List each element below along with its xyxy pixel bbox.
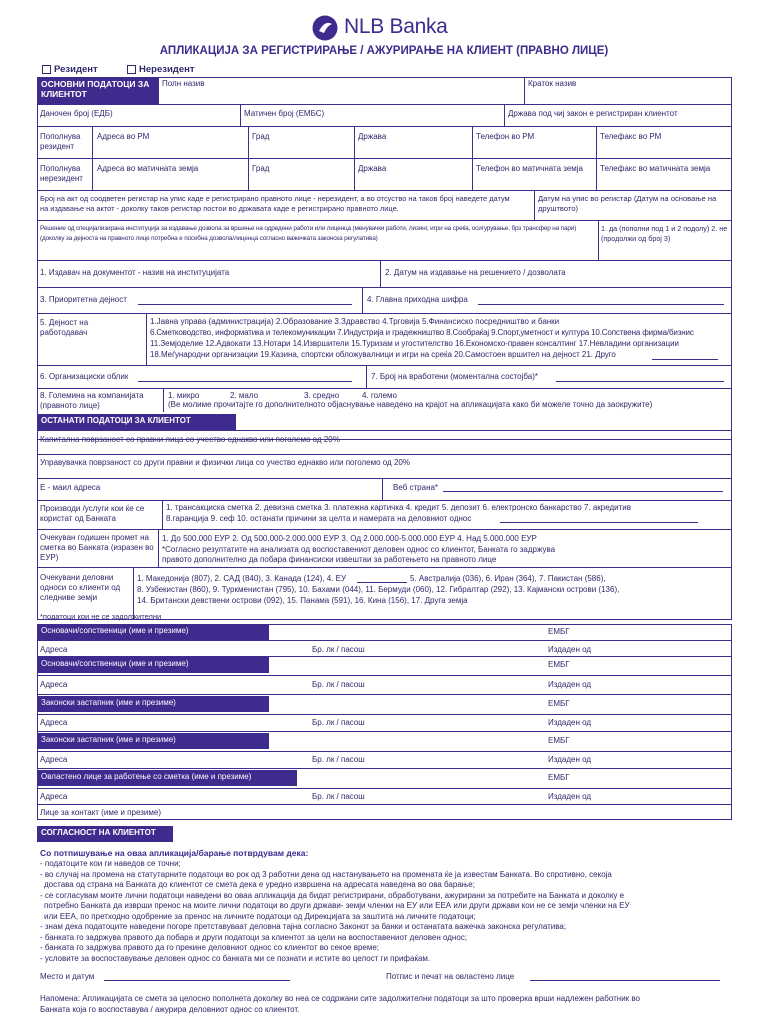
nonresident-fill-label: Пополнува нерезидент [40, 164, 83, 183]
resident-phone-label: Телефон во РМ [476, 132, 535, 141]
issuer-label: 1. Издавач на документот - назив на институцијата [40, 268, 230, 277]
legal-rep-1-issued: Издаден од [548, 718, 592, 727]
issue-date-label: 2. Датум на издавање на решението / дозволата [385, 268, 566, 277]
founder-2-address: Адреса [40, 680, 68, 689]
legal-rep-1-address: Адреса [40, 718, 68, 727]
legal-rep-1-id: Бр. лк / пасош [312, 718, 365, 727]
authorized-person-bar: Овластено лице за работење со сметка (име и презиме) [37, 770, 297, 786]
legal-rep-2-embg: ЕМБГ [548, 736, 570, 745]
place-date-label: Место и датум [40, 972, 95, 981]
law-country-label: Држава под чиј закон е регистриран клиентот [508, 109, 678, 118]
contact-person-label: Лице за контакт (име и презиме) [40, 808, 161, 817]
nonresident-country-label: Држава [358, 164, 387, 173]
resident-city-label: Град [252, 132, 270, 141]
signature-label: Потпис и печат на овластено лице [386, 972, 515, 981]
resident-label: Резидент [54, 64, 98, 75]
employer-options-4: 18.Меѓународни организации 19.Казина, спортски обложувалници и игри на среќа 20.Самостоен вршител на дејност 21. Друго [150, 350, 616, 359]
consent-item: - условите за воспоставување деловен однос со банката ми се познати и истите во целост ги прифаќам. [40, 953, 431, 963]
relations-options-2: 8. Узбекистан (860), 9. Туркменистан (795), 10. Бахами (044), 11. Бермуди (060), 12. Гибралтар (292), 13. Кајмански острови (136), [137, 585, 620, 594]
other-data-header: ОСТАНАТИ ПОДАТОЦИ ЗА КЛИЕНТОТ [37, 414, 236, 430]
consent-item: - банката го задржува правото да го прекине деловниот однос со клиентот во секое време; [40, 943, 380, 952]
note-line-1: Напомена: Апликацијата се смета за целосно пополнета доколку во неа се содржани сите задолжителни податоци за што проверка врши надлежен работник во [40, 994, 640, 1003]
signature-line[interactable] [530, 980, 720, 981]
nonresident-label: Нерезидент [139, 64, 195, 75]
relations-options-1: 1. Македонија (807), 2. САД (840), 3. Канада (124), 4. ЕУ [137, 574, 347, 583]
authorized-address: Адреса [40, 792, 68, 801]
founder-2-embg: ЕМБГ [548, 660, 570, 669]
nonresident-phone-label: Телефон во матичната земја [476, 164, 584, 173]
founder-2-issued: Издаден од [548, 680, 592, 689]
consent-item: - во случај на промена на статутарните податоци во рок од 3 работни дена од настанувањето на промената ќе ја известам Банката. Во спротивно, секоја [40, 869, 612, 879]
founder-1-id: Бр. лк / пасош [312, 645, 365, 654]
size-micro[interactable]: 1. микро [168, 391, 200, 400]
products-options-2: 8.гаранција 9. сеф 10. останати причини за целта и намерата на деловниот однос [166, 514, 472, 523]
nonresident-address-label: Адреса во матичната земја [97, 164, 199, 173]
employer-options-2: 6.Сметководство, информатика и телекомуникации 7.Индустрија и градежништво 8.Сообраќај 9.Спорт,уметност и култура 10.Сопствена фирма/бизнис [150, 328, 694, 337]
size-small[interactable]: 2. мало [230, 391, 259, 400]
founder-1-bar: Основачи/сопственици (име и презиме) [37, 624, 269, 640]
legal-rep-2-bar: Законски застапник (име и презиме) [37, 733, 269, 749]
consent-item: - се согласувам моите лични податоци наведени во оваа апликација да бидат регистрирани, обработувани, ажурирани за потребите на Банката и доколку е [40, 890, 625, 900]
management-link-label: Управувачка поврзаност со други правни и физички лица со учество еднакво или поголемо од 20% [40, 458, 410, 467]
short-name-label: Краток назив [528, 79, 577, 88]
nonresident-city-label: Град [252, 164, 270, 173]
legal-rep-2-id: Бр. лк / пасош [312, 755, 365, 764]
consent-item: - знам дека податоците наведени погоре претставуваат деловна тајна согласно Законот за банки и останатата важечка законска регулатива; [40, 922, 567, 931]
employer-activity-label: 5. Дејност на работодавач [40, 318, 89, 337]
relations-label: Очекувани деловни односи со клиенти од следниве земји [40, 573, 121, 602]
resident-country-label: Држава [358, 132, 387, 141]
founder-2-id: Бр. лк / пасош [312, 680, 365, 689]
turnover-label: Очекуван годишен промет на сметка во Банката (изразен во ЕУР) [40, 533, 154, 562]
company-size-note: (Ве молиме прочитајте го дополнителното објаснување наведено на крајот на апликацијата како би можеле точно да заокружите) [168, 400, 653, 409]
authorized-id: Бр. лк / пасош [312, 792, 365, 801]
consent-list [40, 859, 730, 964]
email-label: Е - маил адреса [40, 483, 101, 492]
founder-1-embg: ЕМБГ [548, 627, 570, 636]
legal-rep-1-bar: Законски застапник (име и презиме) [37, 696, 269, 712]
website-label: Веб страна* [393, 483, 439, 492]
capital-link-label: Капитална поврзаност со правни лица со учество еднакво или поголемо од 20% [40, 435, 340, 444]
legal-rep-2-issued: Издаден од [548, 755, 592, 764]
income-code-label: 4. Главна приходна шифра [367, 295, 468, 304]
persons-frame [37, 624, 732, 820]
resident-checkbox[interactable] [42, 65, 51, 74]
license-decision-text: Решение од специјализирана институција за издавање дозвола за вршење на одредени работи или лиценца (менувачки работи, лизинг, игри на среќа, осигурување, брз трансфер на пари) (доколку за дејноста на правното лице потребна е посебна дозвола/лиценца согласно важечката законска регулатива) [40, 225, 577, 242]
priority-activity-label: 3. Приоритетна дејност [40, 295, 127, 304]
nonresident-checkbox[interactable] [127, 65, 136, 74]
page-title: АПЛИКАЦИЈА ЗА РЕГИСТРИРАЊЕ / АЖУРИРАЊЕ НА КЛИЕНТ (ПРАВНО ЛИЦЕ) [159, 45, 609, 57]
founder-2-bar: Основачи/сопственици (име и презиме) [37, 657, 269, 673]
authorized-embg: ЕМБГ [548, 773, 570, 782]
size-medium[interactable]: 3. средно [304, 391, 340, 400]
resident-address-label: Адреса во РМ [97, 132, 150, 141]
tax-no-label: Даночен број (ЕДБ) [40, 109, 113, 118]
consent-item: - банката го задржува правото да побара и други податоци за клиентот за цели на воспоставениот деловен однос; [40, 932, 467, 942]
nonresident-fax-label: Телефакс во матичната земја [600, 164, 711, 173]
nlb-logo-icon [312, 15, 338, 41]
full-name-label: Полн назив [162, 79, 205, 88]
note-line-2: Банката која го воспоставува / ажурира деловниот однос со клиентот. [40, 1005, 300, 1014]
reg-no-label: Матичен број (ЕМБС) [244, 109, 325, 118]
place-date-line[interactable] [104, 980, 290, 981]
consent-item: достава од страна на Банката до клиентот се смета дека е уредно извршена на адресата наведена во ова барање; [44, 880, 475, 889]
consent-intro: Со потпишување на оваа апликација/барање потврдувам дека: [40, 848, 309, 858]
resident-fax-label: Телефакс во РМ [600, 132, 662, 141]
employees-label: 7. Број на вработени (моментална состојба)* [371, 372, 538, 381]
products-label: Производи /услуги кои ќе се користат од Банката [40, 504, 145, 523]
founder-1-issued: Издаден од [548, 645, 592, 654]
legal-rep-1-embg: ЕМБГ [548, 699, 570, 708]
relations-options-3: 14. Британски девствени острови (092), 15. Панама (591), 16. Кина (156), 17. Друга земја [137, 596, 468, 605]
org-form-label: 6. Организациски облик [40, 372, 129, 381]
legal-rep-2-address: Адреса [40, 755, 68, 764]
logo-text: NLB Banka [344, 15, 448, 38]
founder-1-address: Адреса [40, 645, 68, 654]
employer-options-1: 1.Јавна управа (администрација) 2.Образование 3.Здравство 4.Трговија 5.Финансиско посредништво и банки [150, 317, 560, 326]
reg-date-label: Датум на упис во регистар (Датум на основање на друштвото) [538, 194, 717, 213]
license-decision-options: 1. да (пополни под 1 и 2 подолу) 2. не (продолжи од број 3) [601, 224, 728, 243]
resident-fill-label: Пополнува резидент [40, 132, 81, 151]
act-number-text: Број на акт од соодветен регистар на упис каде е регистрирано правното лице - нерезидент, а во отсуство на таков број наведете датум на издавање на актот - доколку таков регистар постои во државата каде е регистрирано правното лице. [40, 194, 510, 213]
products-options-1: 1. трансакциска сметка 2. девизна сметка 3. платежна картичка 4. кредит 5. депозит 6. електронско банкарство 7. акредитив [166, 503, 632, 512]
employer-options-3: 11.Земјоделие 12.Адвокати 13.Нотари 14.Извршители 15.Туризам и угостителство 16.Економско-правен консалтинг 17.Невладини организации [150, 339, 679, 348]
authorized-issued: Издаден од [548, 792, 592, 801]
turnover-options: 1. До 500.000 ЕУР 2. Од 500.000-2.000.000 ЕУР 3. Од 2.000.000-5.000.000 ЕУР 4. Над 5.000.000 ЕУР [162, 534, 537, 543]
size-large[interactable]: 4. големо [362, 391, 397, 400]
relations-options-1b: 5. Австралија (036), 6. Иран (364), 7. Пакистан (586), [410, 574, 606, 583]
nlb-logo [312, 13, 462, 43]
company-size-label: 8. Големина на компанијата (правното лице) [40, 391, 144, 410]
basic-data-header: ОСНОВНИ ПОДАТОЦИ ЗА КЛИЕНТОТ [37, 77, 159, 104]
mandatory-note: *податоци кои не се задолжителни [40, 612, 162, 621]
turnover-note: *Согласно резултатите на анализата од воспоставениот деловен однос со клиентот, Банката го задржува правото дополнително да побара финансиски извештаи за работењето на правното лице [162, 545, 556, 564]
consent-item: - податоците кои ги наведов се точни; [40, 859, 181, 868]
consent-header: СОГЛАСНОСТ НА КЛИЕНТОТ [37, 826, 173, 842]
consent-item: потребно Банката да изврши пренос на моите лични податоци во други држави- земји членки на ЕУ или ЕЕА или други држави кои не се земји членки на ЕУ [44, 901, 630, 910]
consent-item: или ЕЕА, по претходно одобрение за пренос на личните податоци од Дирекцијата за заштита на личните податоци; [44, 911, 476, 921]
